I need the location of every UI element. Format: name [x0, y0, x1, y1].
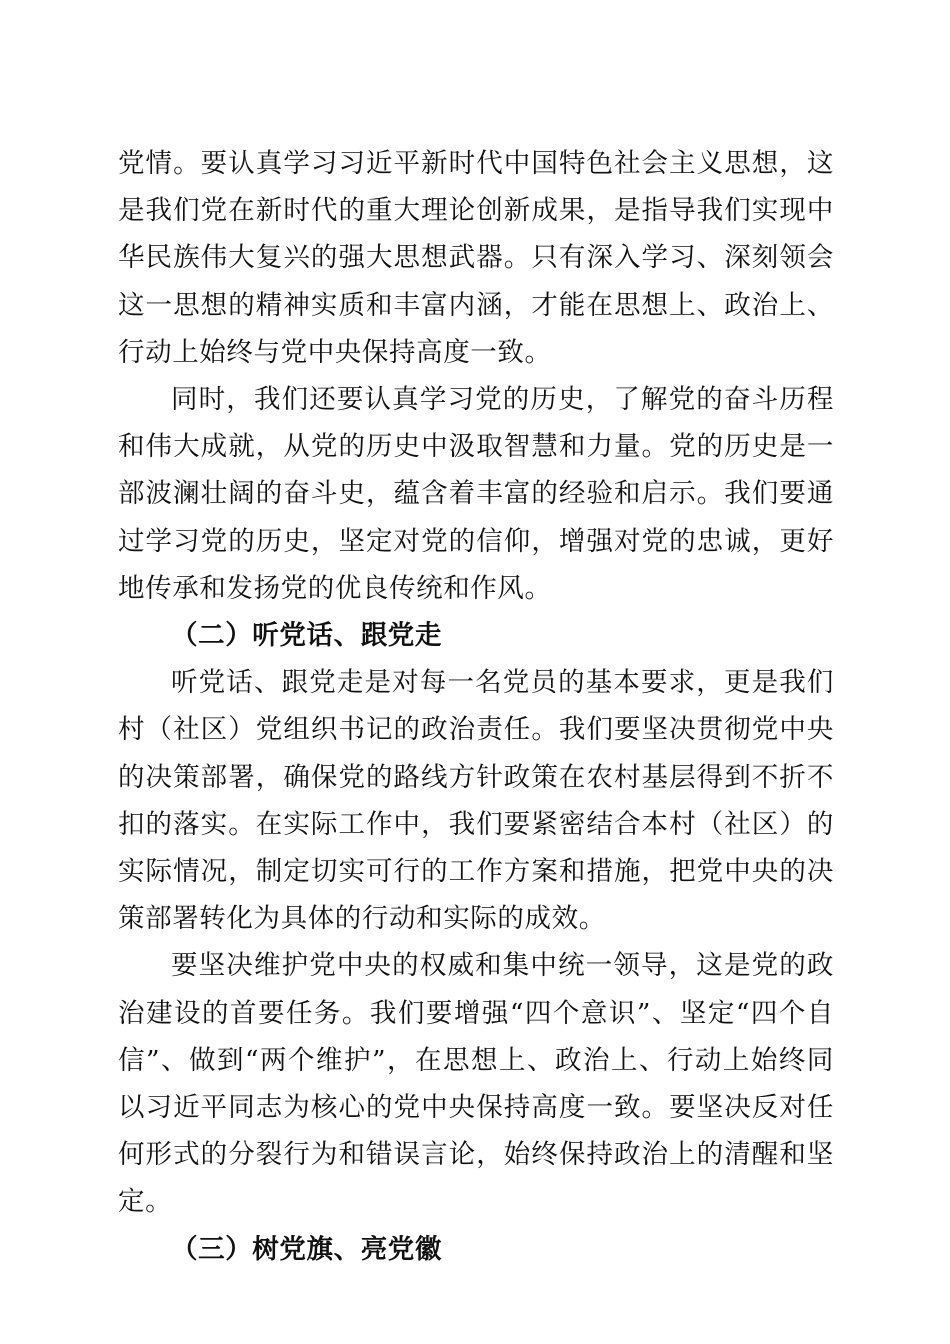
paragraph-party-history: 同时，我们还要认真学习党的历史，了解党的奋斗历程和伟大成就，从党的历史中汲取智慧和力量。党的历史是一部波澜壮阔的奋斗史，蕴含着丰富的经验和启示。我们要通过学习党的历史，坚定对党的信仰，增强对党的忠诚，更好地传承和发扬党的优良传统和作风。: [118, 384, 834, 604]
paragraph-continuation: 党情。要认真学习习近平新时代中国特色社会主义思想，这是我们党在新时代的重大理论创新成果，是指导我们实现中华民族伟大复兴的强大思想武器。只有深入学习、深刻领会这一思想的精神实质和丰富内涵，才能在思想上、政治上、行动上始终与党中央保持高度一致。: [118, 148, 834, 368]
document-body: [118, 140, 834, 1273]
section-heading-3: （三）树党旗、亮党徽: [171, 1233, 442, 1265]
section-heading-2: （二）听党话、跟党走: [171, 620, 442, 652]
paragraph-uphold-authority: 要坚决维护党中央的权威和集中统一领导，这是党的政治建设的首要任务。我们要增强“四个意识”、坚定“四个自信”、做到“两个维护”，在思想上、政治上、行动上始终同以习近平同志为核心的党中央保持高度一致。要坚决反对任何形式的分裂行为和错误言论，始终保持政治上的清醒和坚定。: [118, 950, 834, 1218]
paragraph-follow-party: 听党话、跟党走是对每一名党员的基本要求，更是我们村（社区）党组织书记的政治责任。我们要坚决贯彻党中央的决策部署，确保党的路线方针政策在农村基层得到不折不扣的落实。在实际工作中，我们要紧密结合本村（社区）的实际情况，制定切实可行的工作方案和措施，把党中央的决策部署转化为具体的行动和实际的成效。: [118, 667, 834, 935]
